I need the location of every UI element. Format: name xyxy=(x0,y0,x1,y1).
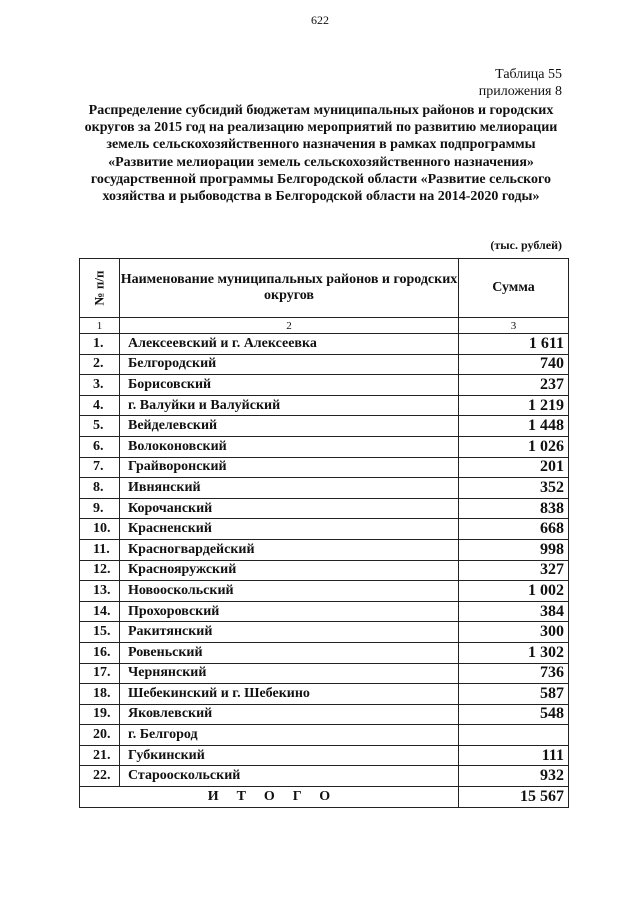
row-number: 13. xyxy=(80,581,120,602)
table-row xyxy=(80,457,569,478)
row-number: 2. xyxy=(80,354,120,375)
table-row xyxy=(80,766,569,787)
table-row xyxy=(80,498,569,519)
district-name: Волоконовский xyxy=(120,436,459,457)
subsidy-amount: 548 xyxy=(459,704,569,725)
units-label: (тыс. рублей) xyxy=(490,238,562,252)
row-number: 1. xyxy=(80,334,120,355)
row-number: 7. xyxy=(80,457,120,478)
row-number: 3. xyxy=(80,375,120,396)
table-ref-line2: приложения 8 xyxy=(478,84,562,99)
district-name: Корочанский xyxy=(120,498,459,519)
subsidy-amount xyxy=(459,725,569,746)
header-name: Наименование муниципальных районов и городских округов xyxy=(120,259,459,318)
district-name: Ракитянский xyxy=(120,622,459,643)
district-name: г. Валуйки и Валуйский xyxy=(120,395,459,416)
subsidy-amount: 384 xyxy=(459,601,569,622)
table-row xyxy=(80,725,569,746)
subsidy-amount: 237 xyxy=(459,375,569,396)
table-row xyxy=(80,436,569,457)
table-row xyxy=(80,519,569,540)
total-label: ИТОГО xyxy=(80,787,459,808)
subsidy-amount: 1 026 xyxy=(459,436,569,457)
header-number xyxy=(80,259,120,318)
row-number: 4. xyxy=(80,395,120,416)
subsidy-amount: 587 xyxy=(459,684,569,705)
subsidy-amount: 1 219 xyxy=(459,395,569,416)
subsidy-amount: 736 xyxy=(459,663,569,684)
table-row xyxy=(80,416,569,437)
table-row xyxy=(80,601,569,622)
row-number: 10. xyxy=(80,519,120,540)
total-row xyxy=(80,787,569,808)
subsidy-amount: 1 002 xyxy=(459,581,569,602)
table-row xyxy=(80,354,569,375)
table-row xyxy=(80,684,569,705)
subsidy-amount: 838 xyxy=(459,498,569,519)
district-name: Вейделевский xyxy=(120,416,459,437)
subsidy-amount: 201 xyxy=(459,457,569,478)
subsidy-amount: 998 xyxy=(459,539,569,560)
document-title: Распределение субсидий бюджетам муниципальных районов и городских округов за 2015 год на реализацию мероприятий по развитию мелиорации земель сельскохозяйственного назначения в рамках подпрограммы «Развитие мелиорации земель сельскохозяйственного назначения» государственной программы Белгородской области «Развитие сельского хозяйства и рыбоводства в Белгородской области на 2014-2020 годы» xyxy=(84,103,558,205)
total-sum: 15 567 xyxy=(459,787,569,808)
column-index-row xyxy=(80,318,569,334)
row-number: 14. xyxy=(80,601,120,622)
table-row xyxy=(80,395,569,416)
district-name: Чернянский xyxy=(120,663,459,684)
column-index: 3 xyxy=(459,318,569,334)
subsidy-table xyxy=(79,258,569,808)
district-name: Ивнянский xyxy=(120,478,459,499)
district-name: Прохоровский xyxy=(120,601,459,622)
district-name: Ровеньский xyxy=(120,642,459,663)
district-name: Старооскольский xyxy=(120,766,459,787)
row-number: 18. xyxy=(80,684,120,705)
table-row xyxy=(80,581,569,602)
district-name: Шебекинский и г. Шебекино xyxy=(120,684,459,705)
subsidy-amount: 668 xyxy=(459,519,569,540)
table-body xyxy=(80,334,569,787)
table-ref-line1: Таблица 55 xyxy=(495,67,562,82)
column-index: 2 xyxy=(120,318,459,334)
table-row xyxy=(80,745,569,766)
table-row xyxy=(80,334,569,355)
row-number: 6. xyxy=(80,436,120,457)
table-row xyxy=(80,560,569,581)
table-row xyxy=(80,375,569,396)
subsidy-amount: 111 xyxy=(459,745,569,766)
table-row xyxy=(80,478,569,499)
table-header-row xyxy=(80,259,569,318)
district-name: Новооскольский xyxy=(120,581,459,602)
table-row xyxy=(80,622,569,643)
row-number: 22. xyxy=(80,766,120,787)
table-row xyxy=(80,663,569,684)
subsidy-amount: 300 xyxy=(459,622,569,643)
subsidy-amount: 932 xyxy=(459,766,569,787)
row-number: 17. xyxy=(80,663,120,684)
table-row xyxy=(80,539,569,560)
district-name: Красногвардейский xyxy=(120,539,459,560)
row-number: 15. xyxy=(80,622,120,643)
district-name: Грайворонский xyxy=(120,457,459,478)
subsidy-amount: 352 xyxy=(459,478,569,499)
page-number: 622 xyxy=(311,13,329,27)
table-row xyxy=(80,642,569,663)
row-number: 21. xyxy=(80,745,120,766)
district-name: Красненский xyxy=(120,519,459,540)
row-number: 12. xyxy=(80,560,120,581)
subsidy-amount: 1 611 xyxy=(459,334,569,355)
row-number: 16. xyxy=(80,642,120,663)
subsidy-amount: 1 448 xyxy=(459,416,569,437)
district-name: Белгородский xyxy=(120,354,459,375)
subsidy-amount: 1 302 xyxy=(459,642,569,663)
row-number: 8. xyxy=(80,478,120,499)
district-name: Борисовский xyxy=(120,375,459,396)
row-number: 20. xyxy=(80,725,120,746)
subsidy-amount: 740 xyxy=(459,354,569,375)
row-number: 5. xyxy=(80,416,120,437)
district-name: Алексеевский и г. Алексеевка xyxy=(120,334,459,355)
district-name: Яковлевский xyxy=(120,704,459,725)
column-index: 1 xyxy=(80,318,120,334)
header-number-label: № п/п xyxy=(91,270,107,305)
district-name: Краснояружский xyxy=(120,560,459,581)
row-number: 19. xyxy=(80,704,120,725)
table-row xyxy=(80,704,569,725)
district-name: г. Белгород xyxy=(120,725,459,746)
header-sum: Сумма xyxy=(459,259,569,318)
row-number: 9. xyxy=(80,498,120,519)
row-number: 11. xyxy=(80,539,120,560)
district-name: Губкинский xyxy=(120,745,459,766)
table-reference xyxy=(479,66,562,100)
subsidy-amount: 327 xyxy=(459,560,569,581)
